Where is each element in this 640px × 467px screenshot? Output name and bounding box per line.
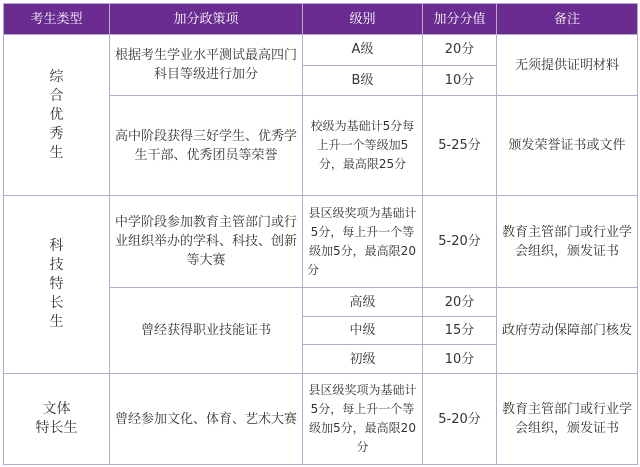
category-char: 技: [49, 257, 64, 274]
category-char: 生: [49, 314, 64, 331]
category-line: 特长生: [35, 420, 78, 437]
category-char: 秀: [49, 125, 64, 142]
header-policy-item: 加分政策项: [110, 4, 303, 35]
category-char: 合: [49, 87, 64, 104]
category-char: 长: [49, 295, 64, 312]
policy-contest: 中学阶段参加教育主管部门或行业组织举办的学科、科技、创新等大赛: [110, 196, 303, 288]
header-bonus-points: 加分分值: [423, 4, 497, 35]
category-tech: [4, 196, 110, 374]
points-cell: 20分: [423, 288, 497, 317]
note-vocational: 政府劳动保障部门核发: [497, 288, 638, 374]
level-cell: A级: [303, 35, 423, 66]
policy-arts-contest: 曾经参加文化、体育、艺术大赛: [110, 374, 303, 465]
category-char: 综: [49, 68, 64, 85]
level-cell: 初级: [303, 345, 423, 374]
points-arts-contest: 5-20分: [423, 374, 497, 465]
note-arts-contest: 教育主管部门或行业学会组织，颁发证书: [497, 374, 638, 465]
table-header-row: [4, 4, 638, 35]
level-cell: 高级: [303, 288, 423, 317]
table-row: [4, 196, 638, 288]
bonus-policy-table: [3, 3, 638, 465]
category-comprehensive: [4, 35, 110, 196]
header-note: 备注: [497, 4, 638, 35]
policy-honors: 高中阶段获得三好学生、优秀学生干部、优秀团员等荣誉: [110, 96, 303, 196]
points-honors: 5-25分: [423, 96, 497, 196]
category-char: 生: [49, 144, 64, 161]
level-contest: 县区级奖项为基础计5分，每上升一个等级加5分，最高限20分: [303, 196, 423, 288]
level-cell: B级: [303, 65, 423, 96]
category-char: 优: [49, 106, 64, 123]
level-cell: 中级: [303, 316, 423, 345]
level-honors: 校级为基础计5分每上升一个等级加5分，最高限25分: [303, 96, 423, 196]
category-arts: [4, 374, 110, 465]
points-cell: 10分: [423, 65, 497, 96]
policy-academic-test: 根据考生学业水平测试最高四门科目等级进行加分: [110, 35, 303, 96]
points-cell: 10分: [423, 345, 497, 374]
table-row: [4, 374, 638, 465]
points-contest: 5-20分: [423, 196, 497, 288]
category-line: 文体: [42, 401, 71, 418]
note-academic: 无须提供证明材料: [497, 35, 638, 96]
points-cell: 15分: [423, 316, 497, 345]
note-contest: 教育主管部门或行业学会组织，颁发证书: [497, 196, 638, 288]
table-row: [4, 35, 638, 66]
policy-vocational: 曾经获得职业技能证书: [110, 288, 303, 374]
note-honors: 颁发荣誉证书或文件: [497, 96, 638, 196]
category-char: 特: [49, 276, 64, 293]
level-arts-contest: 县区级奖项为基础计5分，每上升一个等级加5分，最高限20分: [303, 374, 423, 465]
header-level: 级别: [303, 4, 423, 35]
header-student-type: 考生类型: [4, 4, 110, 35]
points-cell: 20分: [423, 35, 497, 66]
category-char: 科: [49, 238, 64, 255]
